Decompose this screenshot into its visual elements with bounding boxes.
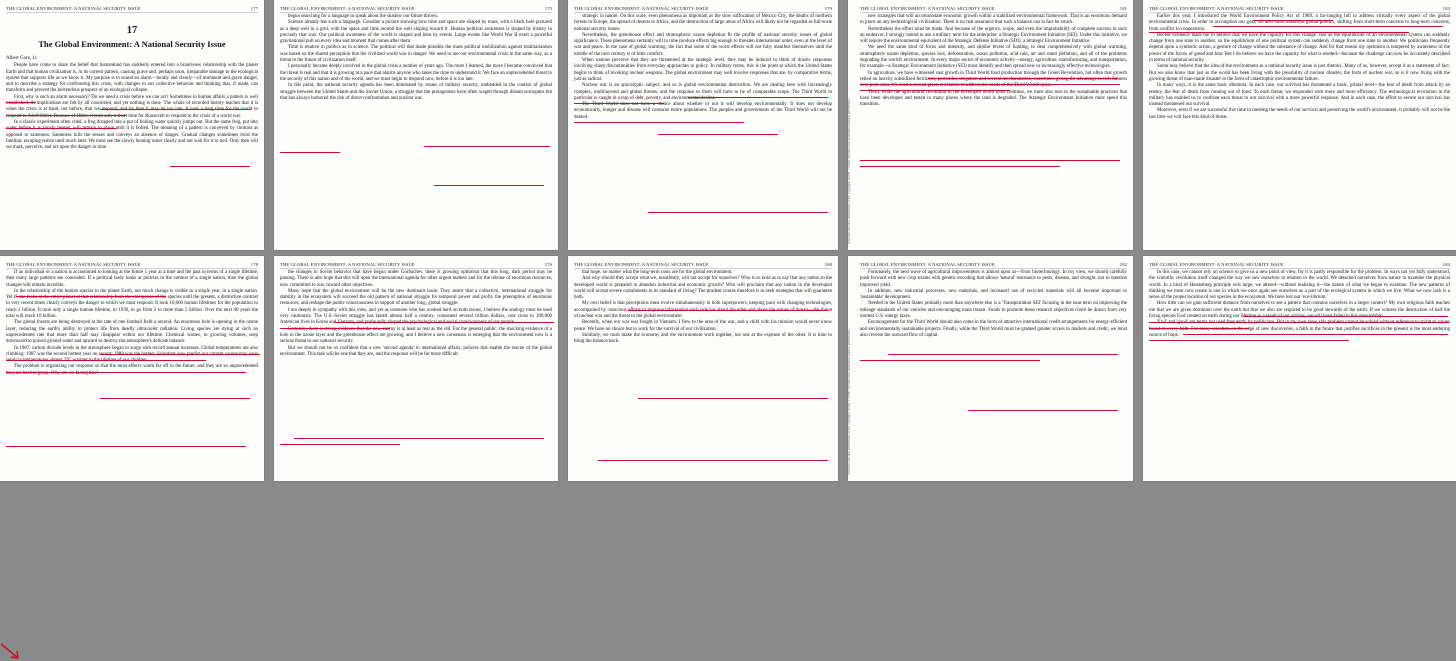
highlight-underline bbox=[888, 354, 1118, 355]
paragraph: In the relationship of the human species to the planet Earth, not much change is visible in a single year, in a single nation. Yet if one looks at the entire planet at that relationship from the emergence of the species until the present, a distinctive contrast in very recent times clearly conveys the danger to which we must respond. It took 10,000 human lifetimes for the population to reach 2 billion. It took only a single human lifetime, to 1930, to go from 2 to more than 5 billion. Over the next 40 years the total will reach 10 billion. bbox=[6, 288, 258, 320]
page-178 bbox=[0, 256, 264, 481]
paragraph: If an individual or a nation is accustomed to looking at the future 1 year at a time and the past in terms of a single lifetime, then many large patterns are concealed. If a political body looks at policies in the context of a single nation, then the global changes will remain invisible. bbox=[6, 270, 258, 288]
paragraph: The problem is organizing our response so that the most effects warm far off in the future, and they are so unprecedented they are hard to grasp. Why are we facing this? bbox=[6, 364, 258, 376]
page-body bbox=[860, 14, 1127, 245]
paragraph: We need the same kind of focus and intensity, and similar levels of funding, to deal comprehensively with global warming, stratospheric ozone depletion, species loss, deforestation, ocean pollution, acid rain, air and water pollution, and all of the problems degrading the world's environment. In every major sector of economic activity—energy, agriculture, manufacturing, and transportation, for example—a Strategic Environment Initiative (SEI) must identify and then spread new or increasingly effective technologies. bbox=[860, 45, 1127, 70]
highlight-underline bbox=[574, 103, 664, 104]
highlight-underline bbox=[334, 322, 554, 323]
paragraph: strategic in nature. On this scale, even phenomena as important as the slow suffocation of Mexico City, the deaths of northern forests in Europe, the spread of deserts in Africa, and the destruction of large areas of Africa will likely not be regarded as full-scale national security issues. bbox=[574, 14, 832, 32]
page-body bbox=[860, 270, 1127, 476]
paragraph: Moreover, even if we are successful this time in meeting the needs of our survival and preserving the world's environment, it probably will not be the last time we will face this kind of threat. bbox=[1149, 108, 1450, 120]
page-header bbox=[6, 260, 258, 269]
highlight-underline bbox=[860, 160, 1120, 161]
paragraph: Earlier this year, I introduced the World Environment Policy Act of 1989, a far-ranging bill to address virtually every aspect of the global environmental crisis. In order to accomplish our goal, we also must transform global politics, shifting from short-term concerns to long-term concerns, from conflict to cooperation. bbox=[1149, 14, 1450, 32]
highlight-underline bbox=[6, 372, 246, 373]
highlight-underline bbox=[648, 212, 828, 213]
highlight-underline bbox=[100, 398, 250, 399]
running-head: THE GLOBAL ENVIRONMENT: A NATIONAL SECURITY ISSUE bbox=[280, 261, 415, 267]
running-head: THE GLOBAL ENVIRONMENT: A NATIONAL SECURITY ISSUE bbox=[574, 261, 709, 267]
page-182 bbox=[848, 256, 1133, 481]
highlight-underline bbox=[574, 122, 744, 123]
page-body bbox=[280, 270, 552, 476]
page-body bbox=[280, 14, 552, 245]
chapter-title: The Global Environment: A National Security Issue bbox=[38, 39, 226, 49]
page-number: 184 bbox=[1442, 261, 1450, 267]
paragraph: Fortunately, the next wave of agricultural improvements is almost upon us—from biotechnology. In my view, we should carefully push forward with new crop strains with genetic encoding that allows 'natural' resistance to pests, disease, and drought, not to mention improved yield. bbox=[860, 270, 1127, 288]
highlight-underline bbox=[16, 296, 166, 297]
highlight-underline bbox=[100, 109, 250, 110]
scan-notice: Reproduced with permission of the copyright owner. Further reproduction prohibited without permission. bbox=[847, 329, 851, 475]
paragraph: And why should they accept what we, manifestly, will not accept for ourselves? Who is so bold as to say that any nation in the developed world is prepared to abandon industrial and economic growth? Who will proclaim that any nation in the developed world will accept severe curtailments in its standard of living? The prudent course therefore is to seek strategies that will guarantee both. bbox=[574, 276, 832, 301]
highlight-underline bbox=[688, 97, 828, 98]
highlight-underline bbox=[658, 134, 778, 135]
highlight-underline bbox=[1149, 328, 1249, 329]
paragraph: But we should not be so confident that a new 'second agenda' in international affairs, policies that enable the rescue of the global environment. This task will be one that they are, and the response will be far more difficult. bbox=[280, 345, 552, 357]
paragraph: begun searching for a language to speak about the shadow our future throws. bbox=[288, 14, 439, 19]
paragraph: 'Evil' and 'good' are terms not used frequently by politicians. But in my own view, this problem cannot be solved without reference to spiritual values found in every faith. For many scientists on the edge of new discoveries, a faith in the future that justifies sacrifices in the present is the most enduring source of hope. bbox=[1149, 320, 1450, 338]
paragraph: I personally became deeply involved in the global crisis a number of years ago. The more I learned, the more I became convinced that the threat is real and that it is growing at a pace that alarms anyone who takes the time to understand it. We face an unprecedented threat to the security of this nation and of the world, and we must begin to respond now, before it is too late. bbox=[280, 64, 552, 82]
highlight-underline bbox=[638, 398, 828, 399]
page-header bbox=[574, 260, 832, 269]
highlight-underline bbox=[928, 78, 1118, 79]
chapter-number: 17 bbox=[126, 25, 138, 36]
running-head: THE GLOBAL ENVIRONMENT: A NATIONAL SECURITY ISSUE bbox=[1149, 261, 1284, 267]
paragraph: In many ways, it is the same basic dilemma. In each case, our survival has threatened a basic, primal level—the fear of death from attack by an enemy, the fear of death from running out of food. To each threat, we responded with more and more efficiency. The technological revolution in the military has enabled us to confront each threat to our survival with a more powerful response. And in each case, the effort to secure our survival has instead threatened our survival. bbox=[1149, 83, 1450, 108]
paragraph: Third, while the agricultural revolution in the developed world must continue, we must also turn to the sustainable practices that have been developed and tested in many places where the land is degraded. The Strategic Environment Initiative must speed this transition. bbox=[860, 89, 1127, 108]
paragraph: Time is relative in politics as in science. The political will that made possible the mass political mobilization against totalitarianism was based on the shared perception that the civilized world was in danger. We need to see our environmental crisis in the same way, as a threat to the future of civilization itself. bbox=[280, 45, 552, 64]
page-number: 179 bbox=[824, 5, 832, 11]
paragraph: Recent evidence leads me to believe that we have the capacity for this change. Just as the equilibrium of an environmental system can suddenly change from one state to another, so the equilibrium of one political system can suddenly change from one state to another. We politicians frequently depend upon a symbolic action, a gesture of change without the substance of change. And for that reason my optimism is tempered by awareness of the power of the forces of greed and fear. But I do believe we have the capacity for what is needed—because the challenge can now be accurately described in terms of national security. bbox=[1149, 32, 1450, 64]
page-header bbox=[860, 4, 1127, 13]
author-name: Albert Gore, Jr. bbox=[6, 56, 38, 61]
highlight-underline bbox=[1243, 316, 1448, 317]
paragraph: Recently, when our war was fought in Vietnam, I flew to the area of the war, and a child with his mission would never know peace. We have no choice but to work for the survival of our civilization. bbox=[574, 320, 832, 332]
page-number: 180 bbox=[824, 261, 832, 267]
page-body bbox=[1149, 14, 1450, 245]
highlight-underline bbox=[6, 360, 206, 361]
highlight-underline bbox=[1213, 26, 1443, 27]
paragraph: In 1987, carbon dioxide levels in the atmosphere began to surge with record annual increases. Global temperatures are also climbing: 1987 was the second hottest year on record; 1988 was the hottest. Scientists now predict our current course may soon result in temperatures almost 3°C warmer in the lifetime of our children. bbox=[6, 345, 258, 364]
paragraph: Many hope that the global environment will be the new dominant issue. They assert that a collective, international struggle for stability in the ecosystem will succeed the old pattern of national struggle for temporal power and profit, the preemption of enormous resources, and reshape the public consciousness in support of another long, global struggle. bbox=[280, 288, 552, 307]
highlight-underline bbox=[1183, 334, 1448, 335]
page-header bbox=[1149, 4, 1450, 13]
page-number: 181 bbox=[1119, 5, 1127, 11]
paragraph: Some may believe that the idea of the environment as a national security issue is just rhetoric. Many of us, however, accept it as a statement of fact. But we also know that just as the world has been living with the possibility of nuclear disaster, the form of nuclear war, so is it now living with the growing threat of man-made disaster in the form of catastrophic environmental failure. bbox=[1149, 64, 1450, 82]
highlight-underline bbox=[6, 115, 126, 116]
paragraph: When nations perceive that they are threatened at the strategic level, they may be induced to think of drastic responses involving sharp discontinuities from everyday approaches to policy. In military terms, this is the point at which the United States begins to think of invoking nuclear weapons. The global environment may well involve responses that are, by comparative terms, just as radical. bbox=[574, 58, 832, 82]
highlight-underline bbox=[860, 360, 1040, 361]
running-head: THE GLOBAL ENVIRONMENT: A NATIONAL SECURITY ISSUE bbox=[6, 261, 141, 267]
page-184 bbox=[1143, 256, 1456, 481]
highlight-underline bbox=[6, 446, 246, 447]
paragraph: the changes in Soviet behavior that have begun under Gorbachev, there is growing optimism that this long, dark period may be passing. There is also hope that this will open the international agenda for other urgent matters and for the release of enormous resources, now committed to war, toward other objectives. bbox=[280, 270, 552, 288]
paragraph: Nevertheless the effort must be made. And because of the urgency, scope, and even the improbability of complete success in such an endeavor, I strongly intend to use a military term for the enterprise: a Strategic Environment Initiative (SEI). Under this initiative, we will require the environmental equivalent of the Strategic Defense Initiative (SDI), a Strategic Environment Initiative. bbox=[860, 26, 1127, 45]
running-head: THE GLOBAL ENVIRONMENT: A NATIONAL SECURITY ISSUE bbox=[6, 5, 141, 11]
paragraph: People have come to share the belief that humankind has suddenly entered into a brand-new relationship with the planet Earth and that human civilization is, in its current pattern, causing grave and, perhaps soon, irreparable damage to the ecological system that supports life as we know it. My purpose is to sound an alarm—loudly and clearly—of imminent and grave danger, and to describe a strategy for confronting this crisis, with changes in our collective behavior and thinking that, if made, can transform and prevent the horrendous prospect of an ecological collapse. bbox=[6, 63, 258, 94]
page-number: 178 bbox=[250, 261, 258, 267]
highlight-underline bbox=[294, 438, 544, 439]
page-175 bbox=[274, 0, 558, 250]
highlight-underline bbox=[434, 185, 544, 186]
page-183 bbox=[1143, 0, 1456, 250]
highlight-underline bbox=[170, 166, 250, 167]
paragraph: new strategies that will accommodate economic growth within a stabilized environmental framework. That is an enormous demand to place on any technological civilization. There is no real assurance that such a balance can in fact be struck. bbox=[860, 14, 1127, 26]
paragraph: Similarly, we must make the economy and the environment work together, not one at the expense of the other. It is time to bring the balance back. bbox=[574, 332, 832, 345]
paragraph: Nevertheless, the greenhouse effect and stratospheric ozone depletion fit the profile of national security issues of global significance. These phenomena certainly will in time produce effects big enough to threaten international order, even at the level of war and peace. In the case of global warming, the fact that some of the worst effects will not fully manifest themselves until the middle of the next century is of little comfort. bbox=[574, 32, 832, 57]
highlight-underline bbox=[860, 166, 1060, 167]
page-header bbox=[6, 4, 258, 13]
running-head: THE GLOBAL ENVIRONMENT: A NATIONAL SECURITY ISSUE bbox=[280, 5, 415, 11]
highlight-underline bbox=[1149, 340, 1349, 341]
highlight-underline bbox=[1149, 32, 1409, 33]
highlight-underline bbox=[6, 128, 116, 129]
running-head: THE GLOBAL ENVIRONMENT: A NATIONAL SECURITY ISSUE bbox=[1149, 5, 1284, 11]
highlight-underline bbox=[280, 328, 390, 329]
page-body bbox=[574, 14, 832, 245]
page-number: 176 bbox=[544, 261, 552, 267]
page-body bbox=[6, 14, 258, 245]
running-head: THE GLOBAL ENVIRONMENT: A NATIONAL SECURITY ISSUE bbox=[574, 5, 709, 11]
page-177 bbox=[0, 0, 264, 250]
page-number: 175 bbox=[544, 5, 552, 11]
highlight-underline bbox=[100, 354, 260, 355]
page-180 bbox=[568, 256, 838, 481]
paragraph: In this point, the national security agenda has been dominated by issues of military security, embedded in the context of global struggle between the United States and the Soviet Union, a struggle that the protagonists have often waged through distant surrogates but that has always harbored the risk of direct confrontation and nuclear war. bbox=[280, 83, 552, 101]
scan-notice: Reproduced with permission of the copyright owner. Further reproduction prohibited without permission. bbox=[847, 98, 851, 244]
highlight-underline bbox=[860, 90, 1010, 91]
running-head: THE GLOBAL ENVIRONMENT: A NATIONAL SECURITY ISSUE bbox=[860, 261, 995, 267]
page-header bbox=[860, 260, 1127, 269]
paragraph: Needed in the United States probably more than anywhere else is a 'Transportation SEI' focusing in the near term on improving the mileage standards of our vehicles and encouraging mass transit. Funds to promote these research objectives could be drawn from very modest U.S. energy taxes. bbox=[860, 301, 1127, 320]
highlight-underline bbox=[1149, 322, 1449, 323]
page-body bbox=[574, 270, 832, 476]
page-number: 183 bbox=[1442, 5, 1450, 11]
page-header bbox=[280, 4, 552, 13]
highlight-underline bbox=[968, 410, 1118, 411]
paragraph: My own belief is that perceptions must evolve simultaneously in both superpowers, keeping pace with changing technologies, accompanied by conscious efforts to improve information each side has about the other and about the nature of threats—the threat of nuclear war and the threat to the global environment. bbox=[574, 301, 832, 320]
highlight-underline bbox=[628, 310, 828, 311]
highlight-underline bbox=[1253, 20, 1333, 21]
paragraph: The global forests are being destroyed at the rate of one football field a second. An enormous hole is opening in the ozone layer, reducing the earth's ability to protect life from deadly ultraviolet radiation. Living species are dying at such an unprecedented rate that more than half may disappear within our lifetime. Chemical wastes, in growing volumes, seep downward to poison ground water and upward to destroy the atmosphere's delicate balance. bbox=[6, 320, 258, 345]
paragraph: that hope, no matter what the long-term costs are for the global environment. bbox=[582, 270, 733, 275]
page-number: 177 bbox=[250, 5, 258, 11]
paragraph: Certainly, there is strong evidence that the new enemy is at least as real as the old. For the general public, the shocking evidence of a hole in the ozone layer and the greenhouse effect are growing, and I believe a new consensus is emerging that the environment now is a serious threat to our national security. bbox=[280, 326, 552, 345]
page-header bbox=[1149, 260, 1450, 269]
running-head: THE GLOBAL ENVIRONMENT: A NATIONAL SECURITY ISSUE bbox=[860, 5, 995, 11]
paragraph: Nuclear war is an apocalyptic subject, and so is global environmental destruction. We are dealing here with increasingly complex, multilayered and global threats, and the response to them will have to be of comparable scope. The Third World in particular is caught in a trap of debt, poverty, and environmental decline. bbox=[574, 83, 832, 101]
author-underline bbox=[6, 102, 36, 103]
paragraph: I am deeply in sympathy with this view, and yet as someone who has worked hard on both issues, I believe the analogy must be used very cautiously. The U.S.-Soviet struggle has lasted almost half a century, consumed several trillion dollars, cost close to 100,000 American lives in Korea and Vietnam, and profoundly shaped the psychological and social consciousness of our people. bbox=[280, 307, 552, 326]
highlight-underline bbox=[280, 444, 400, 445]
page-header bbox=[280, 260, 552, 269]
paragraph: In agriculture, we have witnessed vast growth in Third World food production through the Green Revolution, but often that growth relied on heavily subsidized fertilizers, pesticides, irrigation and several mechanization, sometimes giving the advantage to rich farmers over poor ones. We need a second green revolution to address the needs of the Third World's poor. bbox=[860, 70, 1127, 89]
paragraph: First, why is such an alarm necessary? Do we need a crisis before we can act? Sometimes in human affairs a pattern is well established, its implications are felt by all concerned, and yet nothing is done. The whole of recorded history teaches that it is when the crisis is at hand, not before, that we respond, and by then it may be too late. It took a long time for the world to respond to Adolf Hitler. Because of Hitler, it took only a short time for Roosevelt to respond to the crisis of a world war. bbox=[6, 94, 258, 119]
paragraph: How then can we gain sufficient distance from ourselves to see a pattern that contains ourselves in a larger context? My own religious faith teaches me that we are given dominion over the earth but that we also are required to be good stewards of the earth. If we witness the destruction of half the living species God created on earth during our lifetime as a result of our actions, we will have failed in this stewardship. bbox=[1149, 301, 1450, 320]
highlight-underline bbox=[424, 146, 550, 147]
paragraph: Science already has such a language. Consider a picture showing how time and space are shaped by mass, with a black hole pictured as a deep well in a grid, with the space and time around the well sloping toward it. Human political awareness is shaped by history in precisely that way. Our political awareness of the world is shaped and bent by events. Large events like World War II exert a powerful gravitational pull on every idea and moment that comes after them. bbox=[280, 20, 552, 45]
page-body bbox=[1149, 270, 1450, 476]
highlight-underline bbox=[598, 460, 828, 461]
paragraph: In a classic experiment often cited, a frog dropped into a pot of boiling water quickly jumps out. But the same frog, put into water before it is slowly heated, will remain in place until it is boiled. The meaning of a pattern is conveyed by contrast as opposed to sameness. Sameness lulls the senses and conveys an absence of danger. Gradual changes sometimes twist the familiar, escaping notice until much later. We must see the slowly heating water clearly and not wait for it to boil. Only then will we mark, perceive, and act upon the danger in time. bbox=[6, 119, 258, 151]
page-number: 182 bbox=[1119, 261, 1127, 267]
page-179 bbox=[568, 0, 838, 250]
page-176 bbox=[274, 256, 558, 481]
page-181 bbox=[848, 0, 1133, 250]
paragraph: Encouragement for the Third World should also come in the form of attractive international credit arrangements for energy-efficient and environmentally sustainable projects. Finally, while the Third World must be granted greater access to markets and credit, we must also reverse the outward flow of capital. bbox=[860, 320, 1127, 338]
highlight-underline bbox=[280, 152, 340, 153]
red-arrow-icon bbox=[0, 643, 22, 661]
paragraph: In this case, we cannot rely on science to give us a new point of view, for it is partly responsible for the problem. In ways not yet fully understood, the scientific revolution itself changed the way we saw ourselves in relation to the world. We detached ourselves from nature to examine the physical world. In a kind of Heisenberg principle writ large, we altered—without realizing it—the nature of what we began to examine. The new patterns of thinking we must now create is one in which we once again see ourselves as a part of the ecological system in which we live. What we now lack is a sense of the proper location of our species in the ecosystem. We have lost our 'eco-librium.' bbox=[1149, 270, 1450, 301]
paragraph: The Third World does not have a choice about whether or not it will develop environmentally. It does not develop economically, hunger and disease will consume entire populations. The peoples and governments of the Third World will not be denied. bbox=[574, 102, 832, 120]
highlight-underline bbox=[860, 84, 1120, 85]
page-header bbox=[574, 4, 832, 13]
paragraph: In addition, new industrial processes, new materials, and increased use of recycled materials will all become important to 'sustainable' development. bbox=[860, 288, 1127, 301]
